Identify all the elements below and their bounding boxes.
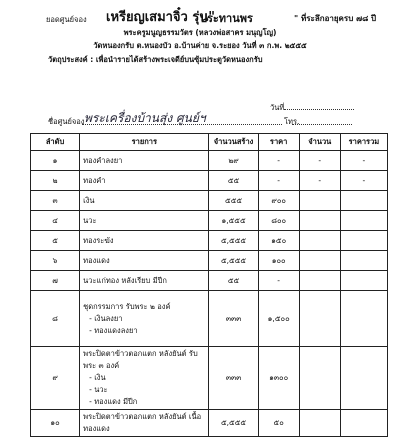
row-no: ๔ [31,211,80,231]
row-item: ทองคำลงยา [80,151,209,171]
row-item: พระปิดตาข้าวตอกแตก หลังยันต์ รับพระ ๓ องค์ [83,349,198,370]
row-subitem: - เงินลงยา [89,313,123,323]
row-total: - [340,151,387,171]
row-amount: ๕,๕๕๕ [209,410,258,437]
row-amount: ๑,๕๕๕ [209,211,258,231]
table-row [31,171,388,191]
row-no: ๓ [31,191,80,211]
row-price: ๑๐๐ [258,251,299,271]
table-row [31,191,388,211]
table-row [31,347,388,410]
row-amount: ๓๓๓ [209,347,258,410]
table-row [31,410,388,437]
row-price: ๑๕๐ [258,231,299,251]
row-no: ๑ [31,151,80,171]
anniversary-note: " ที่ระลึกอายุครบ ๗๘ ปี [294,14,377,23]
booker-field[interactable] [82,124,282,125]
row-item: ทองระฆัง [80,231,209,251]
items-table [30,133,388,437]
row-price: ๑,๕๐๐ [258,291,299,347]
date-field[interactable] [284,109,354,110]
table-row [31,271,388,291]
row-amount: ๕,๕๕๕ [209,231,258,251]
row-price: - [258,171,299,191]
tel-field[interactable] [292,124,352,125]
table-header-row [31,134,388,151]
row-item: ทองแดง [80,251,209,271]
row-item-group [80,291,209,347]
row-no: ๗ [31,271,80,291]
header-qty: จำนวน [299,134,340,151]
monk-name: พระครูมนูญธรรมวัตร (หลวงพ่อสาคร มนุญโญ) [123,28,277,37]
header-price: ราคา [258,134,299,151]
table-body [31,151,388,437]
row-item: นวะ [80,211,209,231]
row-subitem: - เงิน [89,373,106,382]
row-item: เงิน [80,191,209,211]
row-no: ๖ [31,251,80,271]
row-price: ๑๓๐๐ [258,347,299,410]
row-price: - [258,151,299,171]
document-title: เหรียญเสมาจิ๋ว รุ่น" [106,10,216,25]
row-amount: ๕,๕๕๕ [209,251,258,271]
booker-label: ชื่อศูนย์จอง [48,117,85,126]
header-item: รายการ [80,134,209,151]
row-total [340,251,387,271]
row-total [340,347,387,410]
table-row [31,211,388,231]
row-amount: ๕๕ [209,171,258,191]
row-total [340,191,387,211]
row-total [340,291,387,347]
row-total [340,410,387,437]
row-item: นวะแก่ทอง หลังเรียบ มีปีก [80,271,209,291]
row-subitem: - ทองแดง มีปีก [89,397,138,406]
row-qty[interactable]: - [299,171,340,191]
tel-label: โทร. [284,117,300,126]
row-subitem: - ทองแดงลงยา [89,325,138,335]
row-qty[interactable] [299,347,340,410]
row-qty[interactable]: - [299,151,340,171]
row-total [340,271,387,291]
row-qty[interactable] [299,211,340,231]
row-qty[interactable] [299,410,340,437]
row-item: พระปิดตาข้าวตอกแตก หลังยันต์ เนื้อทองแดง [80,410,209,437]
row-no: ๒ [31,171,80,191]
temple-address: วัดหนองกรับ ต.หนองบัว อ.บ้านค่าย จ.ระยอง วันที่ ๓ ก.พ. ๒๕๕๕ [93,41,307,50]
row-price: ๙๐๐ [258,191,299,211]
row-item: ทองคำ [80,171,209,191]
row-no: ๘ [31,291,80,347]
purpose-text: วัตถุประสงค์ : เพื่อนำรายได้สร้างพระเจดีย์บนซุ้มประตูวัดหนองกรับ [48,55,263,64]
header-total: ราคารวม [340,134,387,151]
row-total [340,211,387,231]
row-total: - [340,171,387,191]
row-item-group [80,347,209,410]
row-amount: ๓๓๓ [209,291,258,347]
row-item: ชุดกรรมการ รับพระ ๒ องค์ [83,301,171,311]
row-subitem: - นวะ [89,385,108,394]
row-qty[interactable] [299,291,340,347]
row-amount: ๕๕๕ [209,191,258,211]
row-price: ๕๐ [258,410,299,437]
row-qty[interactable] [299,191,340,211]
table-row [31,151,388,171]
row-price: - [258,271,299,291]
row-amount: ๒๙ [209,151,258,171]
row-no: ๑๐ [31,410,80,437]
row-no: ๕ [31,231,80,251]
table-row [31,251,388,271]
booking-prefix: ยอดศูนย์จอง [46,15,87,24]
header-no: ลำดับ [31,134,80,151]
table-row [31,291,388,347]
row-total [340,231,387,251]
row-qty[interactable] [299,251,340,271]
table-row [31,231,388,251]
header-amount: จำนวนสร้าง [209,134,258,151]
row-qty[interactable] [299,231,340,251]
issuer-label: ประทานพร [200,12,253,25]
title-row [0,6,400,26]
row-no: ๙ [31,347,80,410]
date-label: วันที่ [270,103,285,112]
row-price: ๘๐๐ [258,211,299,231]
row-amount: ๕๕ [209,271,258,291]
row-qty[interactable] [299,271,340,291]
booker-handwritten-name: พระเครื่องบ้านสุ่ง ศูนย์ฯ [84,111,206,125]
